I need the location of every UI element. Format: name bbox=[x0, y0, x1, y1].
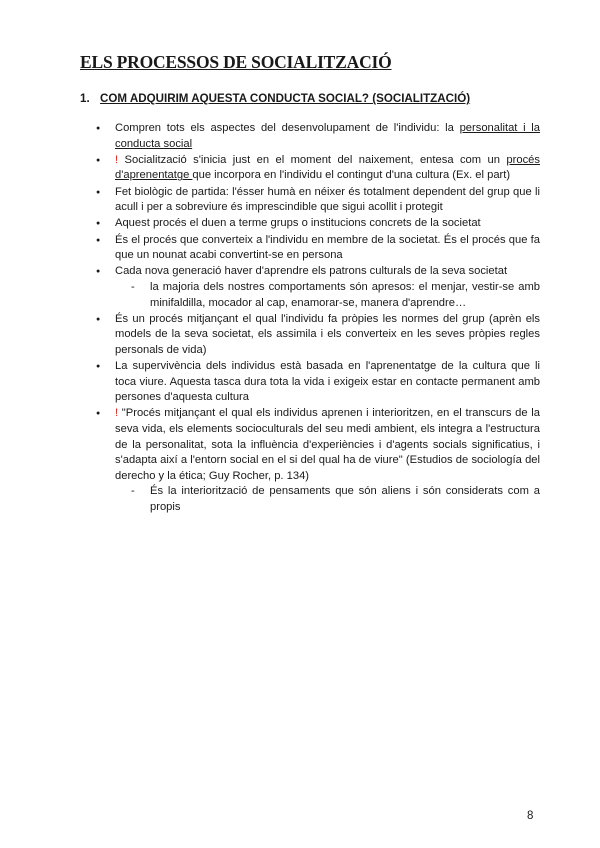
page-title: ELS PROCESSOS DE SOCIALITZACIÓ bbox=[80, 52, 392, 72]
exclamation-mark: ! bbox=[115, 153, 119, 166]
bullet-list bbox=[80, 121, 540, 516]
exclamation-mark: ! bbox=[115, 407, 119, 420]
list-item-text: "Procés mitjançant el qual els individus aprenen i interioritzen, en el transcurs de la seva vida, els elements socioculturals del seu medi ambient, els integra a l'estructura de la personalitat, sota la influència d'experiències i d'agents socials significatius, i s'adapta així a l'entorn social en el si del qual ha de viure" (Estudios de sociología del derecho y la ética; Guy Rocher, p. 134) bbox=[115, 407, 540, 482]
sub-list-item bbox=[115, 484, 540, 515]
list-item-text: És un procés mitjançant el qual l'individu fa pròpies les normes del grup (aprèn els models de la seva societat, els assimila i els converteix en les seves pròpies regles personals de vida) bbox=[115, 312, 540, 356]
list-item bbox=[80, 216, 540, 232]
list-item bbox=[80, 121, 540, 152]
section-heading bbox=[80, 92, 470, 105]
list-item bbox=[80, 406, 540, 515]
list-item-text: És el procés que converteix a l'individu en membre de la societat. És el procés que fa que un nounat acabi convertint-se en persona bbox=[115, 233, 540, 262]
list-item-text: Cada nova generació haver d'aprendre els patrons culturals de la seva societat bbox=[115, 265, 508, 278]
list-item-underlined: procés d'aprenentatge bbox=[115, 153, 540, 182]
sub-list bbox=[115, 280, 540, 311]
sub-list-item-text: la majoria dels nostres comportaments són apresos: el menjar, vestir-se amb minifaldilla, mocador al cap, enamorar-se, manera d'aprendre… bbox=[150, 280, 540, 309]
list-item-text: Socialització s'inicia just en el moment del naixement, entesa com un bbox=[118, 153, 507, 166]
section-number: 1. bbox=[80, 92, 90, 105]
list-item bbox=[80, 264, 540, 311]
list-item-text: La supervivència dels individus està basada en l'aprenentatge de la cultura que li toca viure. Aquesta tasca dura tota la vida i exigeix estar en contacte permanent amb persones d'aquesta cultura bbox=[115, 360, 540, 404]
list-item bbox=[80, 153, 540, 184]
list-item-text: que incorpora en l'individu el contingut d'una cultura (Ex. el part) bbox=[192, 169, 511, 182]
sub-list-item-text: És la interiorització de pensaments que són aliens i són considerats com a propis bbox=[150, 485, 540, 513]
list-item bbox=[80, 312, 540, 359]
list-item-text: Aquest procés el duen a terme grups o institucions concrets de la societat bbox=[115, 217, 481, 230]
list-item bbox=[80, 359, 540, 406]
sub-list bbox=[115, 484, 540, 515]
list-item-text: Fet biològic de partida: l'ésser humà en néixer és totalment dependent del grup que li acull i per a sobreviure és imprescindible que sigui acollit i protegit bbox=[115, 185, 540, 214]
list-item bbox=[80, 233, 540, 264]
sub-list-item bbox=[115, 280, 540, 311]
list-item-text: Compren tots els aspectes del desenvolupament de l'individu: la bbox=[115, 122, 460, 134]
page-number: 8 bbox=[527, 810, 534, 822]
list-item bbox=[80, 185, 540, 216]
list-item-underlined: personalitat i la conducta social bbox=[115, 122, 541, 150]
section-heading-text: COM ADQUIRIM AQUESTA CONDUCTA SOCIAL? (SOCIALITZACIÓ) bbox=[100, 92, 471, 105]
